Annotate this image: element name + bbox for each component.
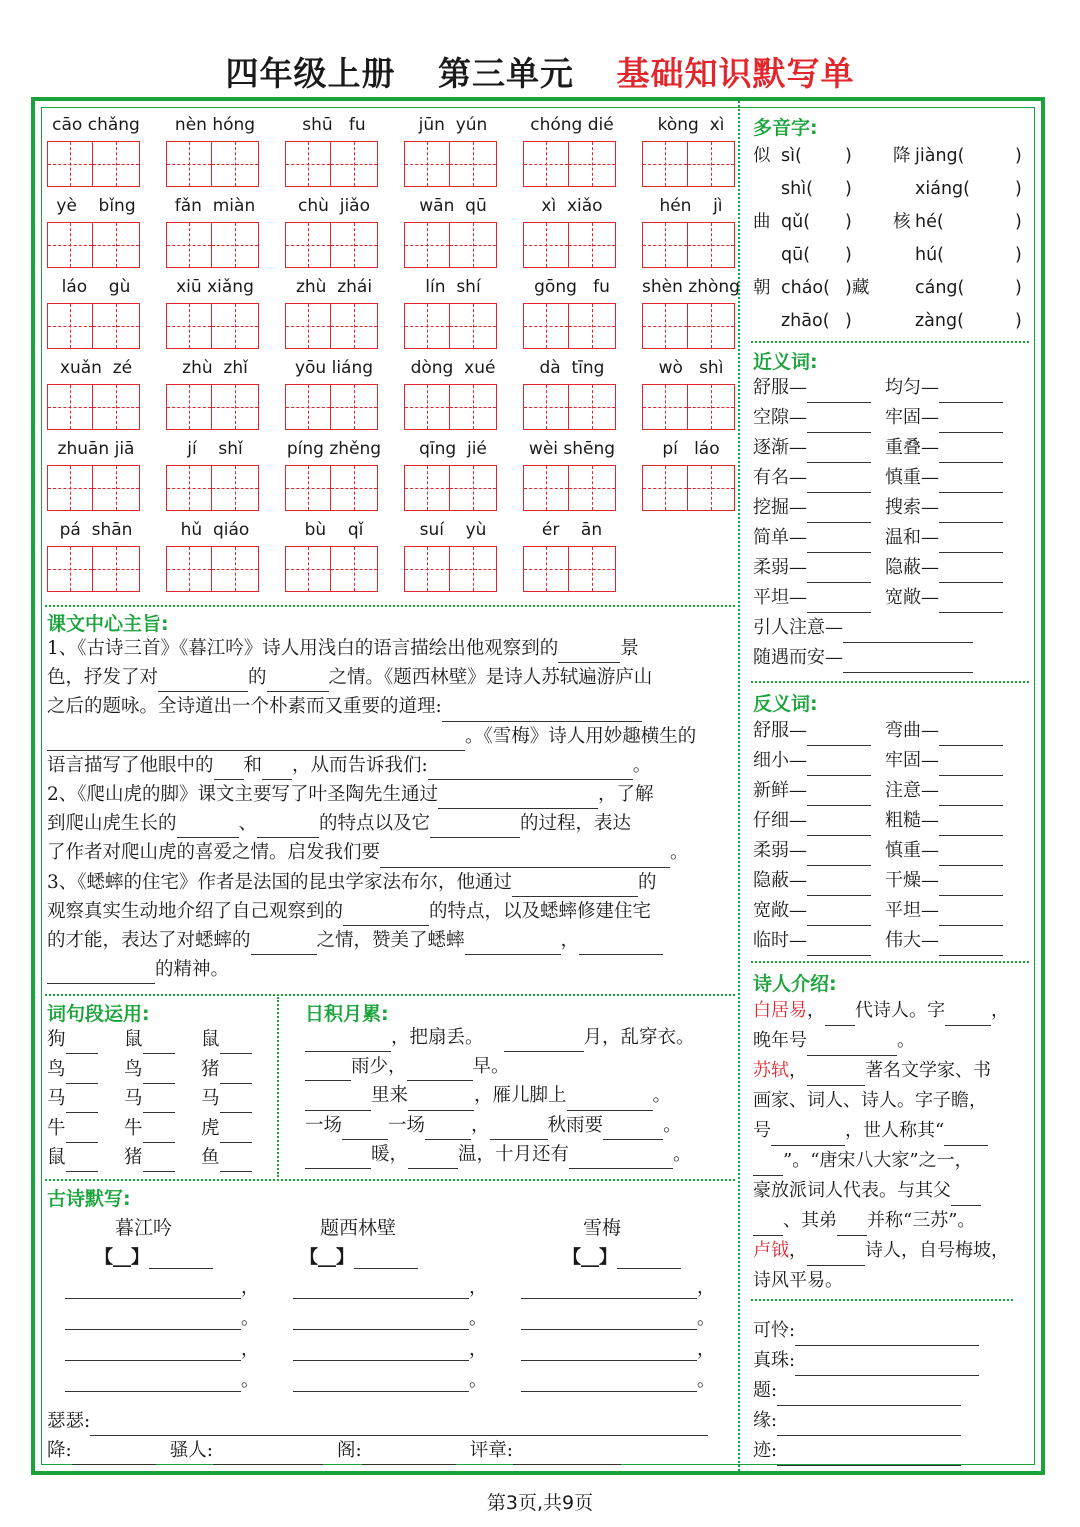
writing-box-pair (166, 141, 264, 187)
writing-box-pair (404, 141, 502, 187)
section-poly-title: 多音字: (753, 117, 818, 139)
writing-box-pair (47, 222, 145, 268)
polyphone-row: qū( ) hú( ) (781, 245, 1022, 265)
pinyin-item (285, 358, 383, 430)
pinyin-label: suí yù (419, 520, 487, 540)
pinyin-item (285, 439, 383, 511)
word-blank: 马 (124, 1084, 200, 1113)
pinyin-label: láo gù (61, 277, 131, 297)
pinyin-item (47, 358, 145, 430)
pinyin-item (47, 277, 145, 349)
word-pair-row: 逐渐— 重叠— (753, 433, 1033, 463)
word-pair-row: 引人注意— (753, 613, 1033, 643)
pinyin-row (47, 358, 747, 436)
pinyin-label: chù jiǎo (298, 196, 370, 216)
writing-box-pair (166, 303, 264, 349)
writing-box-pair (642, 384, 740, 430)
writing-box-pair (642, 303, 740, 349)
pinyin-label: xiū xiǎng (176, 277, 254, 297)
word-pair-row: 挖掘— 搜索— (753, 493, 1033, 523)
word-blank: 马 (47, 1084, 123, 1113)
word-blank: 鼠 (201, 1025, 277, 1054)
pinyin-label: wèi shēng (528, 439, 616, 459)
pinyin-label: fǎn miàn (174, 196, 256, 216)
word-blank: 猪 (124, 1143, 200, 1172)
writing-box-pair (285, 465, 383, 511)
word-blank: 鸟 (47, 1055, 123, 1084)
pinyin-item (404, 277, 502, 349)
word-pair-row: 新鲜— 注意— (753, 776, 1033, 806)
pinyin-label: xì xiǎo (541, 196, 603, 216)
word-pair-row: 仔细— 粗糙— (753, 806, 1033, 836)
pinyin-label: yōu liáng (294, 358, 374, 378)
pinyin-label: wò shì (658, 358, 724, 378)
pinyin-label: pá shān (59, 520, 133, 540)
poem-line: ， (293, 1273, 487, 1299)
pinyin-label: lín shí (425, 277, 481, 297)
pinyin-row (47, 439, 747, 517)
pinyin-item (404, 115, 502, 187)
synonym-list (753, 373, 1033, 673)
pinyin-label: xuǎn zé (59, 358, 133, 378)
pinyin-label: cāo chǎng (52, 115, 140, 135)
vocab-row: 缘: (753, 1406, 1033, 1436)
polyphone-list (753, 141, 1028, 339)
section-ant-title: 反义词: (753, 693, 818, 715)
word-pair-row: 柔弱— 隐蔽— (753, 553, 1033, 583)
poem-vocab: 瑟瑟: 降: 骚人: 阁: 评章: (47, 1407, 737, 1465)
daily-text: ，把扇丢。 月，乱穿衣。 雨少， 早。 里来 ，雁儿脚上 。 一场 一场 ， 秋雨要 。 暖， 温，十月还有 。 (305, 1023, 735, 1169)
writing-box-pair (166, 546, 264, 592)
writing-box-pair (47, 141, 145, 187)
writing-box-pair (523, 222, 621, 268)
writing-box-pair (285, 303, 383, 349)
word-blank: 鱼 (201, 1143, 277, 1172)
right-vocab-list (753, 1316, 1033, 1466)
pinyin-item (523, 277, 621, 349)
poem-author-bracket: 【__】 (563, 1243, 681, 1269)
pinyin-label: shèn zhòng (642, 277, 740, 297)
poem-line: 。 (293, 1366, 487, 1392)
pinyin-label: dà tīng (539, 358, 605, 378)
writing-box-pair (404, 303, 502, 349)
polyphone-row: 朝 cháo( )藏 cáng( ) (753, 278, 1022, 298)
pinyin-row (47, 520, 747, 598)
writing-box-pair (285, 141, 383, 187)
word-blank: 马 (201, 1084, 277, 1113)
pinyin-item (642, 115, 740, 187)
writing-box-pair (642, 222, 740, 268)
pinyin-item (285, 115, 383, 187)
pinyin-item (166, 520, 264, 592)
pinyin-item (404, 520, 502, 592)
pinyin-item (404, 358, 502, 430)
poem-line: ， (293, 1335, 487, 1361)
page-footer: 第3页,共9页 (486, 1492, 594, 1514)
section-syn-title: 近义词: (753, 351, 818, 373)
word-blank: 牛 (124, 1114, 200, 1143)
poem-line: ， (521, 1273, 715, 1299)
poem-line: ， (521, 1335, 715, 1361)
pinyin-row (47, 115, 747, 193)
word-pair-row: 有名— 慎重— (753, 463, 1033, 493)
pinyin-item (404, 196, 502, 268)
writing-box-pair (47, 303, 145, 349)
word-pair-row: 宽敞— 平坦— (753, 896, 1033, 926)
writing-box-pair (642, 141, 740, 187)
poem-line: 。 (293, 1304, 487, 1330)
vocab-term: 阁: (336, 1440, 362, 1462)
pinyin-item (47, 439, 145, 511)
antonym-list (753, 716, 1033, 956)
poem-line: 。 (521, 1304, 715, 1330)
pinyin-label: nèn hóng (174, 115, 256, 135)
writing-box-pair (166, 465, 264, 511)
pinyin-label: zhuān jiā (57, 439, 135, 459)
pinyin-label: ér ān (541, 520, 603, 540)
word-blank: 猪 (201, 1055, 277, 1084)
pinyin-label: qīng jié (419, 439, 487, 459)
word-pair-row: 平坦— 宽敞— (753, 583, 1033, 613)
pinyin-label: hén jì (659, 196, 723, 216)
pinyin-label: bù qǐ (304, 520, 364, 540)
pinyin-item (642, 196, 740, 268)
word-pair-row: 隐蔽— 干燥— (753, 866, 1033, 896)
writing-box-pair (285, 546, 383, 592)
pinyin-label: píng zhěng (286, 439, 382, 459)
pinyin-item (523, 439, 621, 511)
pinyin-item (523, 196, 621, 268)
writing-box-pair (166, 384, 264, 430)
poem-title: 暮江吟 (115, 1217, 173, 1239)
word-pair-row: 舒服— 均匀— (753, 373, 1033, 403)
pinyin-item (642, 277, 740, 349)
title-unit: 第三单元 (438, 54, 574, 93)
word-pair-row: 随遇而安— (753, 643, 1033, 673)
writing-box-pair (404, 222, 502, 268)
writing-box-pair (642, 465, 740, 511)
poem-title: 题西林壁 (320, 1217, 397, 1239)
vocab-term: 评章: (469, 1440, 513, 1462)
pinyin-item (404, 439, 502, 511)
writing-box-pair (404, 465, 502, 511)
poem-line: 。 (65, 1304, 259, 1330)
writing-box-pair (404, 546, 502, 592)
poet-intro: 白居易， 代诗人。字 ， 晚年号 。 苏轼， 著名文学家、书 画家、词人、诗人。字子瞻， 号 ，世人称其“ ”。“唐宋八大家”之一， 豪放派词人代表。与其父 、其弟 并称“三苏”。 卢钺， 诗人，自号梅坡， 诗风平易。 (753, 1000, 1009, 1291)
section-words-title: 词句段运用: (47, 1003, 150, 1025)
section-poems-title: 古诗默写: (47, 1188, 131, 1210)
pinyin-item (166, 277, 264, 349)
writing-box-pair (523, 141, 621, 187)
writing-box-pair (47, 384, 145, 430)
polyphone-row: 似 sì( ) 降 jiàng( ) (753, 146, 1022, 166)
pinyin-label: gōng fu (534, 277, 610, 297)
pinyin-item (47, 196, 145, 268)
polyphone-row: shì( ) xiáng( ) (781, 179, 1022, 199)
pinyin-item (642, 358, 740, 430)
word-pair-row: 柔弱— 慎重— (753, 836, 1033, 866)
pinyin-label: zhù zhái (295, 277, 373, 297)
pinyin-label: jí shǐ (187, 439, 243, 459)
page-title (0, 48, 1080, 95)
word-pair-row: 简单— 温和— (753, 523, 1033, 553)
section-poet-title: 诗人介绍: (753, 973, 837, 995)
word-blank: 鼠 (124, 1025, 200, 1054)
writing-box-pair (523, 546, 621, 592)
vocab-row: 题: (753, 1376, 1033, 1406)
pinyin-row (47, 196, 747, 274)
vocab-row: 迹: (753, 1436, 1033, 1466)
writing-box-pair (285, 384, 383, 430)
writing-box-pair (523, 384, 621, 430)
writing-box-pair (166, 222, 264, 268)
pinyin-label: zhù zhǐ (182, 358, 248, 378)
polyphone-row: 曲 qǔ( ) 核 hé( ) (753, 212, 1022, 232)
word-blank: 鸟 (124, 1055, 200, 1084)
writing-box-pair (404, 384, 502, 430)
writing-box-pair (523, 465, 621, 511)
word-blank: 虎 (201, 1114, 277, 1143)
pinyin-label: pí láo (662, 439, 720, 459)
pinyin-label: yè bǐng (56, 196, 136, 216)
vocab-term: 骚人: (169, 1440, 213, 1462)
pinyin-item (523, 358, 621, 430)
word-pair-row: 舒服— 弯曲— (753, 716, 1033, 746)
pinyin-label: chóng dié (530, 115, 614, 135)
pinyin-item (285, 277, 383, 349)
poem-author-bracket: 【__】 (95, 1243, 213, 1269)
pinyin-item (523, 520, 621, 592)
polyphone-row: zhāo( ) zàng( ) (781, 311, 1022, 331)
pinyin-item (642, 439, 740, 511)
pinyin-item (47, 520, 145, 592)
vocab-row: 可怜: (753, 1316, 1033, 1346)
pinyin-item (47, 115, 145, 187)
pinyin-label: jūn yún (418, 115, 488, 135)
pinyin-item (166, 196, 264, 268)
pinyin-item (523, 115, 621, 187)
title-topic: 基础知识默写单 (616, 54, 855, 93)
pinyin-item (166, 439, 264, 511)
pinyin-label: wān qū (419, 196, 487, 216)
word-blank: 鼠 (47, 1143, 123, 1172)
worksheet-frame (31, 97, 1045, 1475)
vocab-row: 真珠: (753, 1346, 1033, 1376)
pinyin-label: dòng xué (410, 358, 496, 378)
word-blank: 牛 (47, 1114, 123, 1143)
vocab-term: 降: (47, 1440, 72, 1462)
poem-line: ， (65, 1335, 259, 1361)
word-pair-row: 空隙— 牢固— (753, 403, 1033, 433)
section-center-title: 课文中心主旨: (47, 613, 169, 635)
poem-line: 。 (521, 1366, 715, 1392)
pinyin-label: hǔ qiáo (180, 520, 250, 540)
title-grade: 四年级上册 (225, 54, 396, 93)
poem-title: 雪梅 (583, 1217, 622, 1239)
word-pair-row: 细小— 牢固— (753, 746, 1033, 776)
writing-box-pair (523, 303, 621, 349)
poem-line: ， (65, 1273, 259, 1299)
pinyin-item (166, 358, 264, 430)
pinyin-row (47, 277, 747, 355)
pinyin-label: kòng xì (657, 115, 725, 135)
center-theme-text: 1、《古诗三首》《暮江吟》诗人用浅白的语言描绘出他观察到的 景 色，抒发了对 的 之情。《题西林壁》是诗人苏轼遍游庐山 之后的题咏。全诗道出一个朴素而又重要的道理: 。《雪梅》诗人用妙趣横生的 语言描写了他眼中的 和 ，从而告诉我们: 。 2、《爬山虎的脚》课文主要写了叶圣陶先生通过 ，了解 到爬山虎生长的 、 的特点以及它 的过程，表达 了作者对爬山虎的喜爱之情。启发我们要 。 3、《蟋蟀的住宅》作者是法国的昆虫学家法布尔，他通过 的 观察真实生动地介绍了自己观察到的 的特点，以及蟋蟀修建住宅 的才能，表达了对蟋蟀的 之情，赞美了蟋蟀 ， 的精神。 (47, 634, 737, 984)
poem-line: 。 (65, 1366, 259, 1392)
poem-author-bracket: 【__】 (300, 1243, 418, 1269)
pinyin-item (285, 520, 383, 592)
word-blank: 狗 (47, 1025, 123, 1054)
writing-box-pair (285, 222, 383, 268)
pinyin-item (285, 196, 383, 268)
section-daily-title: 日积月累: (305, 1003, 389, 1025)
pinyin-label: shū fu (302, 115, 366, 135)
word-pair-row: 临时— 伟大— (753, 926, 1033, 956)
pinyin-item (166, 115, 264, 187)
writing-box-pair (47, 465, 145, 511)
writing-box-pair (47, 546, 145, 592)
